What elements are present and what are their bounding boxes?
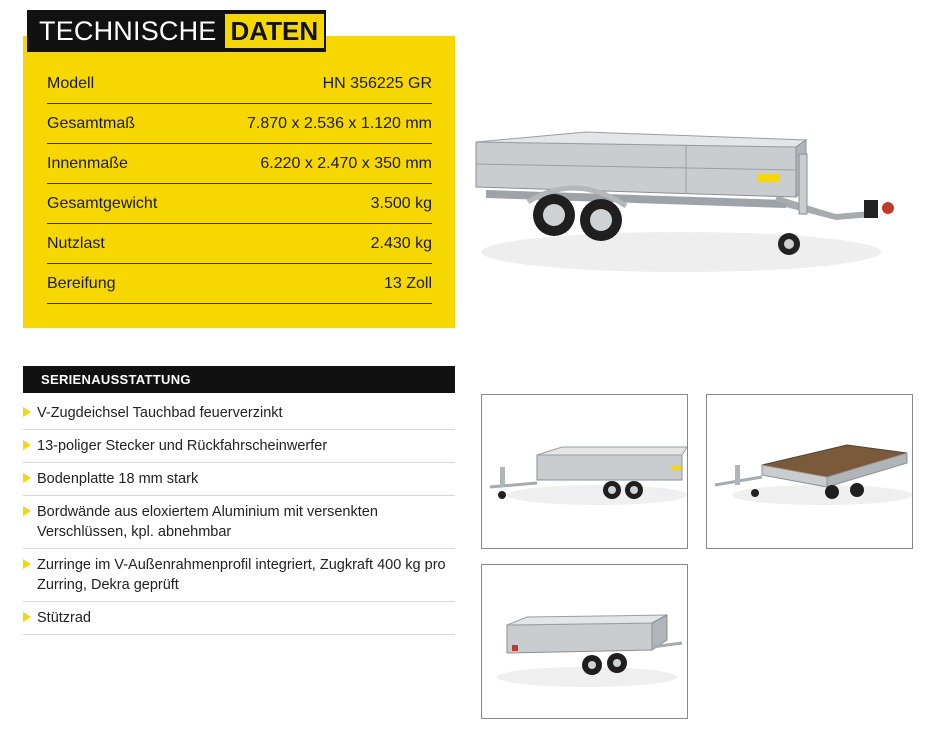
- triangle-bullet-icon: [23, 436, 37, 456]
- list-item: [23, 496, 455, 549]
- feature-text: Bordwände aus eloxiertem Aluminium mit versenkten Verschlüssen, kpl. abnehmbar: [37, 504, 378, 540]
- spec-value: 7.870 x 2.536 x 1.120 mm: [247, 114, 432, 132]
- spec-value: 6.220 x 2.470 x 350 mm: [260, 154, 432, 172]
- trailer-hero-image: [466, 122, 906, 292]
- spec-row: [47, 224, 432, 264]
- feature-text: 13-poliger Stecker und Rückfahrscheinwerfer: [37, 438, 328, 454]
- trailer-side-thumb[interactable]: [481, 394, 688, 549]
- spec-label: Nutzlast: [47, 234, 105, 252]
- features-header: SERIENAUSSTATTUNG: [23, 366, 455, 393]
- spec-value: 13 Zoll: [383, 274, 432, 292]
- list-item: [23, 549, 455, 602]
- spec-row: [47, 184, 432, 224]
- list-item: [23, 463, 455, 496]
- feature-list: [23, 397, 455, 635]
- spec-value: 2.430 kg: [370, 234, 432, 252]
- feature-text: Zurringe im V-Außenrahmenprofil integriert, Zugkraft 400 kg pro Zurring, Dekra geprüft: [37, 557, 446, 593]
- title-bold-text: DATEN: [225, 14, 325, 48]
- triangle-bullet-icon: [23, 403, 37, 423]
- spec-row: [47, 104, 432, 144]
- feature-text: Bodenplatte 18 mm stark: [37, 471, 199, 487]
- triangle-bullet-icon: [23, 608, 37, 628]
- title-light-text: TECHNISCHE: [39, 15, 217, 46]
- triangle-bullet-icon: [23, 469, 37, 489]
- feature-text: Stützrad: [37, 610, 91, 626]
- spec-row: [47, 64, 432, 104]
- spec-label: Gesamtmaß: [47, 114, 136, 132]
- spec-label: Bereifung: [47, 274, 116, 292]
- spec-value: HN 356225 GR: [322, 74, 432, 92]
- trailer-rear-thumb[interactable]: [481, 564, 688, 719]
- spec-label: Innenmaße: [47, 154, 128, 172]
- section-title: [27, 10, 326, 52]
- list-item: [23, 602, 455, 635]
- triangle-bullet-icon: [23, 555, 37, 595]
- trailer-open-thumb[interactable]: [706, 394, 913, 549]
- triangle-bullet-icon: [23, 502, 37, 542]
- spec-value: 3.500 kg: [370, 194, 432, 212]
- spec-label: Modell: [47, 74, 95, 92]
- list-item: [23, 430, 455, 463]
- spec-row: [47, 264, 432, 304]
- spec-row: [47, 144, 432, 184]
- spec-label: Gesamtgewicht: [47, 194, 158, 212]
- spec-table: [47, 64, 432, 304]
- list-item: [23, 397, 455, 430]
- feature-text: V-Zugdeichsel Tauchbad feuerverzinkt: [37, 405, 283, 421]
